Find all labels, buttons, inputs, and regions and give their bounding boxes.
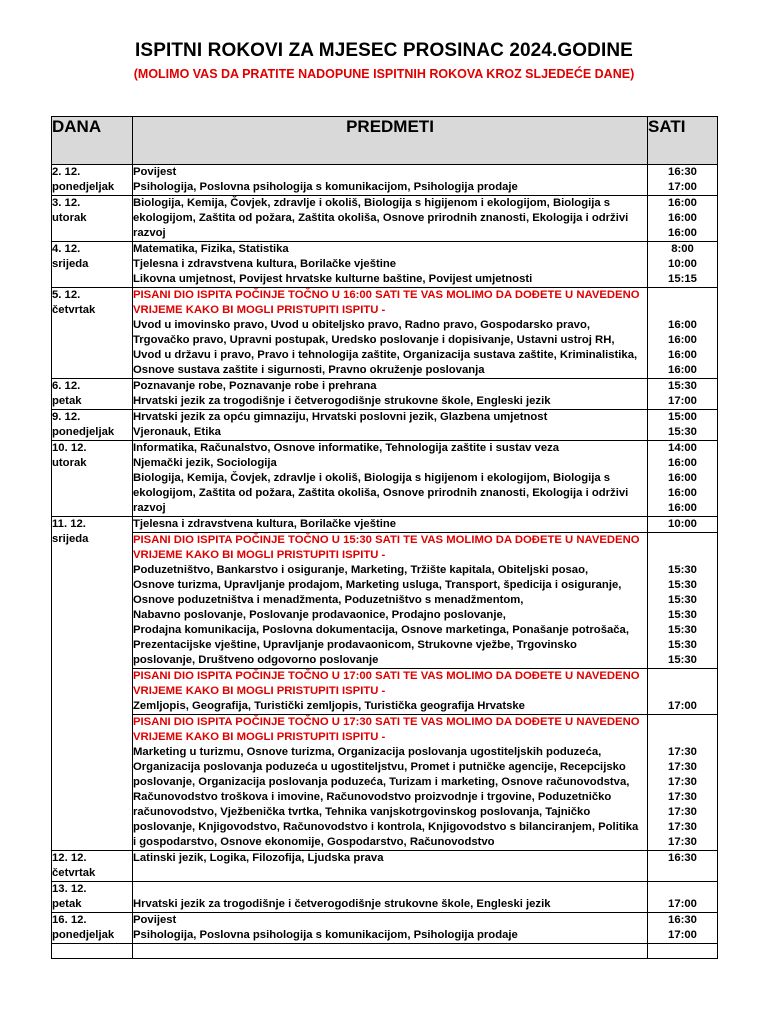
subject-line: i gospodarstvo, Osnove ekonomije, Gospodarstvo, Računovodstvo xyxy=(133,836,495,848)
exam-time xyxy=(648,730,717,745)
subject-line: Prodajna komunikacija, Poslovna dokumentacija, Osnove marketinga, Ponašanje potrošača, xyxy=(133,624,629,636)
day-weekday: srijeda xyxy=(52,258,89,270)
subject-line: Psihologija, Poslovna psihologija s komunikacijom, Psihologija prodaje xyxy=(133,181,518,193)
subject-line: Biologija, Kemija, Čovjek, zdravlje i okoliš, Biologija s higijenom i ekologijom, Biologija s xyxy=(133,197,611,209)
empty-row xyxy=(52,944,718,959)
exam-time: 17:30 xyxy=(668,776,697,788)
subject-line: razvoj xyxy=(133,227,166,239)
exam-time: 16:30 xyxy=(668,166,697,178)
day-date: 4. 12. xyxy=(52,243,81,255)
table-row xyxy=(52,851,718,882)
day-cell xyxy=(52,913,133,944)
day-weekday: petak xyxy=(52,395,82,407)
day-date: 3. 12. xyxy=(52,197,81,209)
exam-time xyxy=(648,533,717,548)
header-time: SATI xyxy=(648,117,718,165)
subjects-cell xyxy=(133,517,648,533)
subjects-cell xyxy=(133,669,648,715)
exam-schedule-table xyxy=(51,116,718,959)
time-cell xyxy=(648,715,718,851)
exam-notice: VRIJEME KAKO BI MOGLI PRISTUPITI ISPITU - xyxy=(133,731,386,743)
time-cell xyxy=(648,288,718,379)
subjects-cell xyxy=(133,196,648,242)
subject-line: Organizacija poslovanja poduzeća u ugostiteljstvu, Promet i putničke agencije, Recepcijsko xyxy=(133,761,626,773)
subject-line: Hrvatski jezik za trogodišnje i četverogodišnje strukovne škole, Engleski jezik xyxy=(133,395,551,407)
subject-line: računovodstvo, Vježbenička tvrtka, Tehnika vanjskotrgovinskog poslovanja, Tajničko xyxy=(133,806,591,818)
subjects-cell xyxy=(133,882,648,913)
exam-time: 17:00 xyxy=(668,181,697,193)
subject-line: Zemljopis, Geografija, Turistički zemljopis, Turistička geografija Hrvatske xyxy=(133,700,525,712)
subjects-cell xyxy=(133,379,648,410)
exam-time: 15:30 xyxy=(668,654,697,666)
exam-time: 17:30 xyxy=(668,821,697,833)
exam-time: 10:00 xyxy=(668,518,697,530)
document-title: ISPITNI ROKOVI ZA MJESEC PROSINAC 2024.GODINE xyxy=(135,40,633,61)
table-header-row xyxy=(52,117,718,165)
subject-line: Trgovačko pravo, Upravni postupak, Uredsko poslovanje i dopisivanje, Ustavni ustroj RH, xyxy=(133,334,615,346)
empty-cell xyxy=(52,944,133,959)
day-date: 5. 12. xyxy=(52,289,81,301)
day-cell xyxy=(52,882,133,913)
subject-line: Likovna umjetnost, Povijest hrvatske kulturne baštine, Povijest umjetnosti xyxy=(133,273,533,285)
subjects-cell xyxy=(133,242,648,288)
exam-time: 10:00 xyxy=(668,258,697,270)
schedule-body xyxy=(52,165,718,959)
subject-line: Poznavanje robe, Poznavanje robe i prehrana xyxy=(133,380,377,392)
exam-time: 17:30 xyxy=(668,836,697,848)
exam-time: 17:30 xyxy=(668,791,697,803)
exam-time: 16:00 xyxy=(668,319,697,331)
exam-time: 15:30 xyxy=(668,639,697,651)
exam-time: 14:00 xyxy=(668,442,697,454)
day-cell xyxy=(52,517,133,851)
subject-line: Računovodstvo troškova i imovine, Računovodstvo proizvodnje i trgovine, Poduzetničko xyxy=(133,791,612,803)
exam-notice: PISANI DIO ISPITA POČINJE TOČNO U 16:00 SATI TE VAS MOLIMO DA DOĐETE U NAVEDENO xyxy=(133,289,640,301)
exam-notice: VRIJEME KAKO BI MOGLI PRISTUPITI ISPITU - xyxy=(133,549,386,561)
subject-line: poslovanje, Društveno odgovorno poslovanje xyxy=(133,654,379,666)
subjects-cell xyxy=(133,410,648,441)
exam-time: 16:00 xyxy=(668,212,697,224)
empty-cell xyxy=(648,944,718,959)
day-cell xyxy=(52,410,133,441)
exam-time: 16:30 xyxy=(668,914,697,926)
exam-time: 16:00 xyxy=(668,349,697,361)
exam-time: 17:00 xyxy=(668,929,697,941)
table-row xyxy=(52,242,718,288)
exam-time: 16:00 xyxy=(668,472,697,484)
subject-line: ekologijom, Zaštita od požara, Zaštita okoliša, Osnove prirodnih znanosti, Ekologija i održivi xyxy=(133,487,629,499)
exam-time: 16:00 xyxy=(668,457,697,469)
subject-line: razvoj xyxy=(133,502,166,514)
subjects-cell xyxy=(133,913,648,944)
subject-line: Hrvatski jezik za trogodišnje i četverogodišnje strukovne škole, Engleski jezik xyxy=(133,898,551,910)
subject-line: Njemački jezik, Sociologija xyxy=(133,457,277,469)
exam-time: 17:30 xyxy=(668,761,697,773)
day-cell xyxy=(52,165,133,196)
exam-time: 16:00 xyxy=(668,502,697,514)
exam-time: 17:00 xyxy=(668,898,697,910)
subjects-cell xyxy=(133,441,648,517)
exam-notice: PISANI DIO ISPITA POČINJE TOČNO U 15:30 SATI TE VAS MOLIMO DA DOĐETE U NAVEDENO xyxy=(133,534,640,546)
subject-line: ekologijom, Zaštita od požara, Zaštita okoliša, Osnove prirodnih znanosti, Ekologija i održivi xyxy=(133,212,629,224)
subjects-cell xyxy=(133,715,648,851)
exam-time xyxy=(648,684,717,699)
day-date: 16. 12. xyxy=(52,914,87,926)
exam-time xyxy=(648,669,717,684)
table-row xyxy=(52,196,718,242)
subject-line: Nabavno poslovanje, Poslovanje prodavaonice, Prodajno poslovanje, xyxy=(133,609,506,621)
exam-time xyxy=(648,882,717,897)
exam-time: 16:00 xyxy=(668,227,697,239)
subject-line: Informatika, Računalstvo, Osnove informatike, Tehnologija zaštite i sustav veza xyxy=(133,442,560,454)
day-date: 12. 12. xyxy=(52,852,87,864)
subject-line: Uvod u imovinsko pravo, Uvod u obiteljsko pravo, Radno pravo, Gospodarsko pravo, xyxy=(133,319,590,331)
table-row xyxy=(52,410,718,441)
subject-line: Osnove poduzetništva i menadžmenta, Poduzetništvo s menadžmentom, xyxy=(133,594,524,606)
day-weekday: četvrtak xyxy=(52,867,96,879)
table-row xyxy=(52,441,718,517)
time-cell xyxy=(648,165,718,196)
subject-line: Biologija, Kemija, Čovjek, zdravlje i okoliš, Biologija s higijenom i ekologijom, Biologija s xyxy=(133,472,611,484)
day-weekday: utorak xyxy=(52,212,87,224)
day-weekday: četvrtak xyxy=(52,304,96,316)
day-date: 13. 12. xyxy=(52,883,87,895)
subject-line: poslovanje, Knjigovodstvo, Računovodstvo i kontrola, Knjigovodstvo s bilanciranjem, Politika xyxy=(133,821,639,833)
subject-line: poslovanje, Organizacija poslovanja poduzeća, Turizam i marketing, Osnove računovodstva, xyxy=(133,776,630,788)
day-weekday: ponedjeljak xyxy=(52,181,115,193)
subject-line: Povijest xyxy=(133,914,177,926)
table-row xyxy=(52,288,718,379)
exam-time: 16:30 xyxy=(668,852,697,864)
table-row xyxy=(52,913,718,944)
exam-time: 15:00 xyxy=(668,411,697,423)
subject-line: Marketing u turizmu, Osnove turizma, Organizacija poslovanja ugostiteljskih poduzeća, xyxy=(133,746,602,758)
header-day: DANA xyxy=(52,117,133,165)
table-row xyxy=(52,533,718,669)
exam-time: 17:00 xyxy=(668,395,697,407)
subjects-cell xyxy=(133,165,648,196)
exam-time xyxy=(648,866,717,881)
subject-line: Hrvatski jezik za opću gimnaziju, Hrvatski poslovni jezik, Glazbena umjetnost xyxy=(133,411,548,423)
subjects-cell xyxy=(133,533,648,669)
day-cell xyxy=(52,379,133,410)
exam-time: 16:00 xyxy=(668,487,697,499)
day-cell xyxy=(52,441,133,517)
subject-line: Psihologija, Poslovna psihologija s komunikacijom, Psihologija prodaje xyxy=(133,929,518,941)
day-cell xyxy=(52,242,133,288)
time-cell xyxy=(648,379,718,410)
exam-time: 16:00 xyxy=(668,334,697,346)
subject-line: Prezentacijske vještine, Upravljanje prodavaonicom, Strukovne vježbe, Trgovinsko xyxy=(133,639,577,651)
exam-notice: PISANI DIO ISPITA POČINJE TOČNO U 17:30 SATI TE VAS MOLIMO DA DOĐETE U NAVEDENO xyxy=(133,716,640,728)
day-date: 11. 12. xyxy=(52,518,86,530)
time-cell xyxy=(648,410,718,441)
subject-line: Latinski jezik, Logika, Filozofija, Ljudska prava xyxy=(133,852,384,864)
table-row xyxy=(52,882,718,913)
time-cell xyxy=(648,882,718,913)
subject-line: Osnove sustava zaštite i sigurnosti, Pravno okruženje poslovanja xyxy=(133,364,485,376)
day-date: 10. 12. xyxy=(52,442,87,454)
exam-time: 17:30 xyxy=(668,806,697,818)
table-row xyxy=(52,517,718,533)
exam-time: 15:30 xyxy=(668,426,697,438)
time-cell xyxy=(648,533,718,669)
exam-time: 17:00 xyxy=(668,700,697,712)
day-date: 6. 12. xyxy=(52,380,81,392)
subject-line: Osnove turizma, Upravljanje prodajom, Marketing usluga, Transport, špedicija i osiguranje, xyxy=(133,579,622,591)
exam-notice: VRIJEME KAKO BI MOGLI PRISTUPITI ISPITU - xyxy=(133,685,386,697)
subjects-cell xyxy=(133,851,648,882)
subject-line: Poduzetništvo, Bankarstvo i osiguranje, Marketing, Tržište kapitala, Obiteljski posao, xyxy=(133,564,589,576)
subject-line xyxy=(133,866,647,881)
exam-time xyxy=(648,288,717,303)
exam-time: 16:00 xyxy=(668,364,697,376)
day-weekday: utorak xyxy=(52,457,87,469)
subject-line: Povijest xyxy=(133,166,177,178)
exam-time xyxy=(648,303,717,318)
time-cell xyxy=(648,669,718,715)
day-weekday: srijeda xyxy=(52,533,89,545)
table-row xyxy=(52,379,718,410)
subject-line: Tjelesna i zdravstvena kultura, Borilačke vještine xyxy=(133,518,397,530)
exam-time: 16:00 xyxy=(668,197,697,209)
day-date: 9. 12. xyxy=(52,411,81,423)
table-row xyxy=(52,165,718,196)
header-subjects: PREDMETI xyxy=(133,117,648,165)
exam-time: 15:30 xyxy=(668,564,697,576)
day-cell xyxy=(52,288,133,379)
exam-time: 15:30 xyxy=(668,594,697,606)
day-cell xyxy=(52,851,133,882)
exam-time: 15:30 xyxy=(668,579,697,591)
day-date: 2. 12. xyxy=(52,166,81,178)
exam-time: 8:00 xyxy=(671,243,694,255)
subject-line: Tjelesna i zdravstvena kultura, Borilačke vještine xyxy=(133,258,397,270)
day-weekday: petak xyxy=(52,898,82,910)
time-cell xyxy=(648,517,718,533)
subject-line: Matematika, Fizika, Statistika xyxy=(133,243,289,255)
time-cell xyxy=(648,851,718,882)
time-cell xyxy=(648,196,718,242)
exam-time xyxy=(648,715,717,730)
exam-time: 15:30 xyxy=(668,624,697,636)
exam-time xyxy=(648,548,717,563)
time-cell xyxy=(648,441,718,517)
table-row xyxy=(52,669,718,715)
subjects-cell xyxy=(133,288,648,379)
subject-line xyxy=(133,882,647,897)
day-weekday: ponedjeljak xyxy=(52,426,115,438)
day-cell xyxy=(52,196,133,242)
day-weekday: ponedjeljak xyxy=(52,929,115,941)
empty-cell xyxy=(133,944,648,959)
exam-notice: PISANI DIO ISPITA POČINJE TOČNO U 17:00 SATI TE VAS MOLIMO DA DOĐETE U NAVEDENO xyxy=(133,670,640,682)
subject-line: Vjeronauk, Etika xyxy=(133,426,221,438)
exam-time: 15:30 xyxy=(668,609,697,621)
exam-time: 15:15 xyxy=(668,273,697,285)
exam-time: 15:30 xyxy=(668,380,697,392)
table-row xyxy=(52,715,718,851)
subject-line: Uvod u državu i pravo, Pravo i tehnologija zaštite, Organizacija sustava zaštite, Kriminalistika, xyxy=(133,349,638,361)
time-cell xyxy=(648,242,718,288)
exam-time: 17:30 xyxy=(668,746,697,758)
document-subtitle: (MOLIMO VAS DA PRATITE NADOPUNE ISPITNIH ROKOVA KROZ SLJEDEĆE DANE) xyxy=(133,67,635,81)
exam-notice: VRIJEME KAKO BI MOGLI PRISTUPITI ISPITU - xyxy=(133,304,386,316)
time-cell xyxy=(648,913,718,944)
